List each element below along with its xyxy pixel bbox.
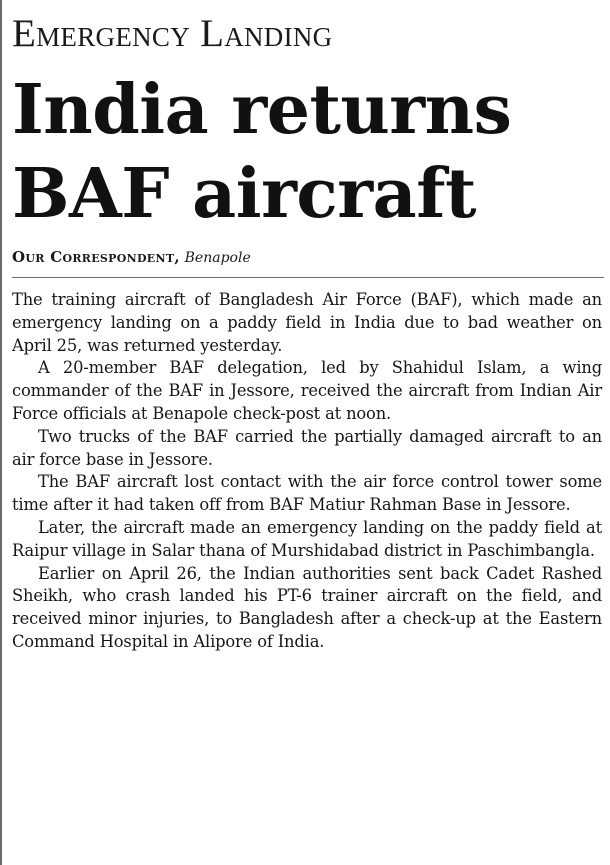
paragraph-1: The training aircraft of Bangladesh Air Force (BAF), which made an emergency landing on a paddy field in India due to bad weather on April 25, was returned yesterday. <box>12 290 602 355</box>
article-body <box>12 289 602 654</box>
headline-line-2: BAF aircraft <box>12 154 476 234</box>
paragraph-5: Later, the aircraft made an emergency landing on the paddy field at Raipur village in Salar thana of Murshidabad district in Paschimbangla. <box>12 517 602 560</box>
news-clipping <box>12 0 604 865</box>
paragraph-4: The BAF aircraft lost contact with the air force control tower some time after it had taken off from BAF Matiur Rahman Base in Jessore. <box>12 472 602 515</box>
paragraph-3: Two trucks of the BAF carried the partially damaged aircraft to an air force base in Jessore. <box>12 426 602 469</box>
paragraph-6: Earlier on April 26, the Indian authorities sent back Cadet Rashed Sheikh, who crash landed his PT-6 trainer aircraft on the field, and received minor injuries, to Bangladesh after a check-up at the Eastern Command Hospital in Alipore of India. <box>12 563 602 651</box>
headline-line-1: India returns <box>12 70 512 150</box>
paragraph-2: A 20-member BAF delegation, led by Shahidul Islam, a wing commander of the BAF in Jessore, received the aircraft from Indian Air Force officials at Benapole check-post at noon. <box>12 358 602 423</box>
headline <box>12 68 604 236</box>
byline <box>12 247 251 268</box>
byline-place: Benapole <box>184 250 251 266</box>
kicker: Emergency Landing <box>12 12 333 55</box>
byline-author: Our Correspondent, <box>12 248 180 266</box>
byline-divider <box>12 277 604 278</box>
column-left-rule <box>0 0 2 865</box>
